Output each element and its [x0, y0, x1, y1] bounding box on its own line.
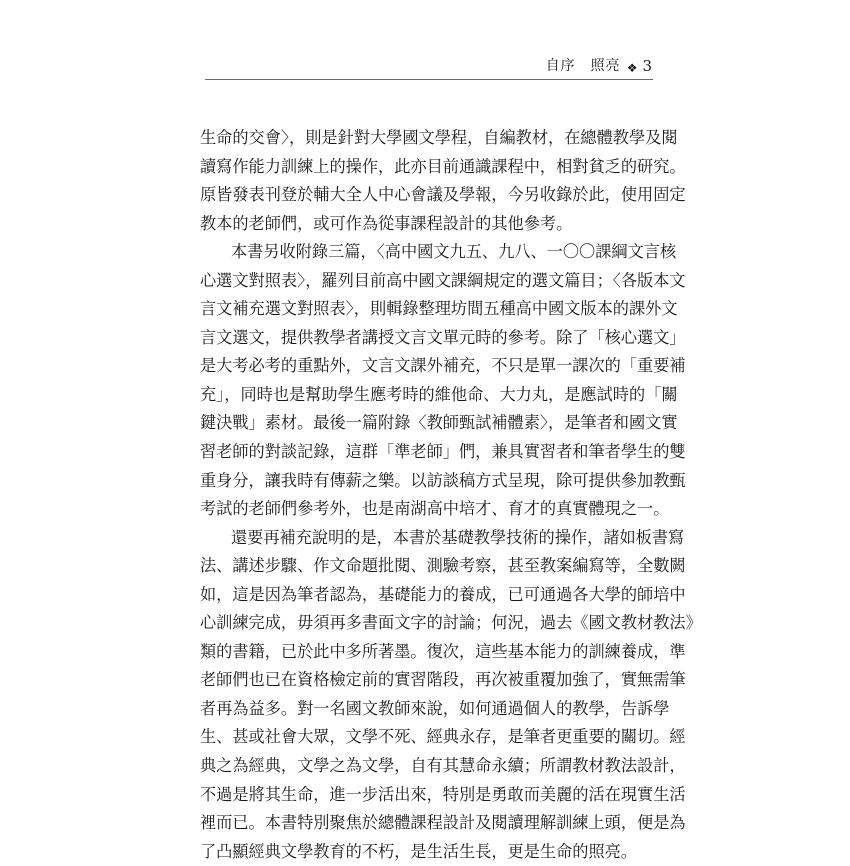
paragraph-first-line: 還要再補充說明的是，本書於基礎教學技術的操作，諸如板書寫	[231, 527, 685, 547]
ornament-icon: ❖	[626, 61, 639, 75]
running-title: 自序 照亮	[545, 58, 621, 74]
text-line: 不過是將其生命，進一步活出來，特別是勇敢而美麗的活在現實生活	[200, 784, 686, 804]
text-line: 心選文對照表〉，羅列目前高中國文課綱規定的選文篇目；〈各版本文	[200, 270, 686, 290]
text-line: 法、講述步驟、作文命題批閱、測驗考察，甚至教案編寫等，全數闕	[200, 556, 686, 576]
text-line: 類的書籍，已於此中多所著墨。復次，這些基本能力的訓練養成，準	[200, 641, 686, 661]
body-text	[200, 124, 702, 866]
text-line: 充」，同時也是幫助學生應考時的維他命、大力丸，是應試時的「關	[200, 384, 678, 404]
text-line: 典之為經典，文學之為文學，自有其慧命永續；所謂教材教法設計，	[200, 756, 686, 776]
text-line: 言文選文，提供教學者講授文言文單元時的參考。除了「核心選文」	[200, 327, 686, 347]
paragraph-first-line: 本書另收附錄三篇，〈高中國文九五、九八、一〇〇課綱文言核	[231, 242, 677, 262]
text-line: 習老師的對談記錄，這群「準老師」們，兼具實習者和筆者學生的雙	[200, 442, 686, 462]
text-line: 老師們也已在資格檢定前的實習階段，再次被重覆加強了，實無需筆	[200, 670, 686, 690]
text-line: 心訓練完成，毋須再多書面文字的討論；何況，過去《國文教材教法》	[200, 613, 702, 633]
text-line: 生命的交會〉，則是針對大學國文學程，自編教材，在總體教學及閱	[200, 128, 678, 147]
text-line: 讀寫作能力訓練上的操作，此亦目前通識課程中，相對貧乏的研究。	[200, 156, 686, 176]
text-line: 考試的老師們參考外，也是南湖高中培才、育才的真實體現之一。	[200, 499, 670, 519]
text-line: 者再為益多。對一名國文教師來說，如何通過個人的教學，告訴學	[200, 698, 670, 718]
text-line: 了凸顯經典文學教育的不朽，是生活生長，更是生命的照亮。	[200, 841, 638, 861]
text-line: 原皆發表刊登於輔大全人中心會議及學報，今另收錄於此，使用固定	[200, 185, 686, 205]
text-line: 是大考必考的重點外，文言文課外補充，不只是單一課次的「重要補	[200, 356, 686, 376]
text-line: 教本的老師們，或可作為從事課程設計的其他參考。	[200, 213, 573, 233]
text-line: 言文補充選文對照表〉，則輯錄整理坊間五種高中國文版本的課外文	[200, 299, 678, 319]
text-line: 重身分，讓我時有傳薪之樂。以訪談稿方式呈現，除可提供參加教甄	[200, 470, 686, 490]
page-number: 3	[642, 57, 653, 75]
text-line: 鍵決戰」素材。最後一篇附錄〈教師甄試補體素〉，是筆者和國文實	[200, 413, 678, 433]
text-line: 生、甚或社會大眾，文學不死、經典永存，是筆者更重要的關切。經	[200, 727, 686, 747]
running-header	[205, 50, 653, 80]
text-line: 如，這是因為筆者認為，基礎能力的養成，已可通過各大學的師培中	[200, 584, 686, 604]
text-line: 裡而已。本書特別聚焦於總體課程設計及閱讀理解訓練上頭，便是為	[200, 813, 686, 833]
